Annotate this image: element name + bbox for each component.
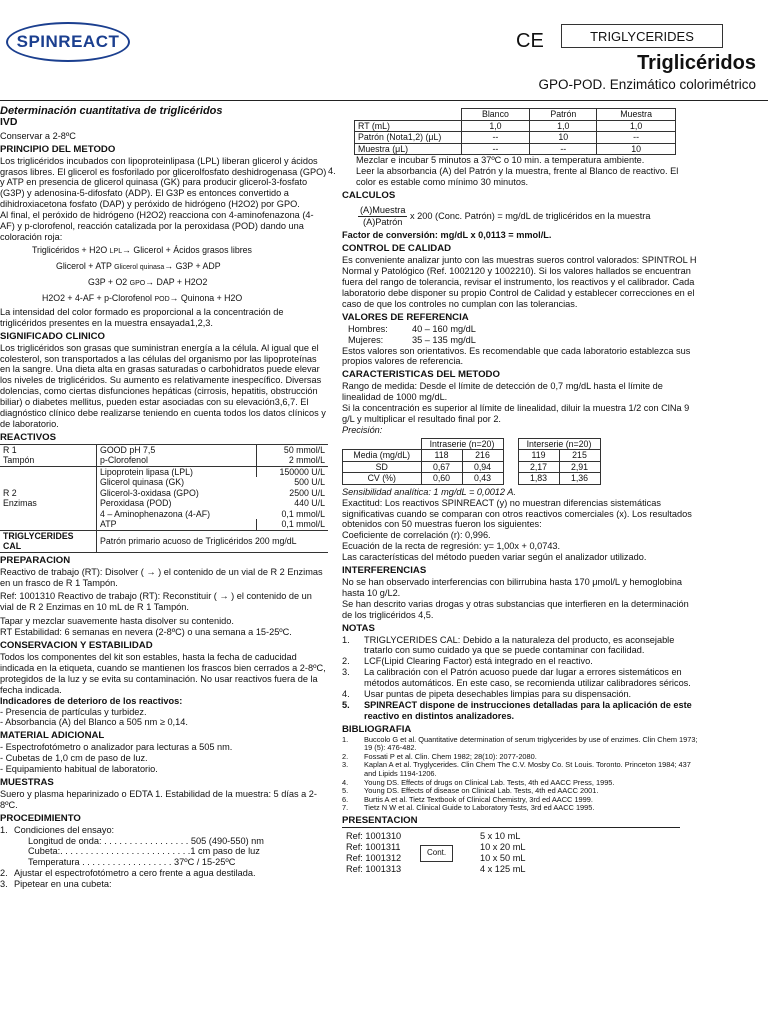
list-item: 3. Kaplan A et al. Tryglycerides. Clin Chem The C.V. Mosby Co. St Louis. Toronto. Princeton 1984; 437 and Lipids 1194-1206. xyxy=(342,760,691,779)
right-column xyxy=(328,108,698,879)
table-row: Muestra (μL) -- -- 10 xyxy=(355,143,676,155)
document-title: Triglicéridos xyxy=(637,52,756,74)
precision-label: Precisión: xyxy=(342,424,383,435)
reaction-3: G3P + O2 GPO→ DAP + H2O2 xyxy=(88,276,208,287)
principio-text-2: Al final, el peróxido de hidrógeno (H2O2) reacciona con 4-aminofenazona (4-AF) y p-clorofenol, reacción catalizada por la peroxidasa (POD) dando una coloración roja: xyxy=(0,210,314,242)
pipetting-table xyxy=(354,108,676,155)
principio-heading: PRINCIPIO DEL METODO xyxy=(0,143,116,155)
conversion-factor: Factor de conversión: mg/dL x 0,0113 = mmol/L. xyxy=(342,230,552,241)
valores-hombres: Hombres: 40 – 160 mg/dL xyxy=(348,323,476,334)
material-item-1: - Espectrofotómetro o analizador para lecturas a 505 nm. xyxy=(0,742,233,753)
proc-item-2: Longitud de onda: . . . . . . . . . . . . . . . . . 505 (490-550) nm xyxy=(28,835,264,846)
reaction-2: Glicerol + ATP Glicerol quinasa→ G3P + ADP xyxy=(56,260,221,271)
muestras-heading: MUESTRAS xyxy=(0,776,54,788)
table-row: 4 – Aminophenazona (4-AF) 0,1 mmol/L xyxy=(0,509,328,520)
presentacion-refs xyxy=(346,831,426,875)
table-row: Interserie (n=20) xyxy=(518,438,600,450)
list-item: 6. Burtis A et al. Tietz Textbook of Clinical Chemistry, 3rd ed AACC 1999. xyxy=(342,794,593,804)
valores-heading: VALORES DE REFERENCIA xyxy=(342,311,469,323)
table-row: Media (mg/dL) 118 216 xyxy=(343,450,504,462)
interferencias-heading: INTERFERENCIAS xyxy=(342,565,427,577)
interserie-table xyxy=(518,438,601,485)
table-row: Glicerol quinasa (GK) 500 U/L xyxy=(0,477,328,488)
cont-box: Cont. xyxy=(420,845,453,862)
ivd-label: IVD xyxy=(0,115,18,128)
preparacion-text-1: Reactivo de trabajo (RT): Disolver ( → ) el contenido de un vial de R 2 Enzimas en un frasco de R 1 Tampón. xyxy=(0,566,323,588)
proc-cont-1: Mezclar e incubar 5 minutos a 37ºC o 10 min. a temperatura ambiente. xyxy=(356,155,645,165)
table-row: 1,83 1,36 xyxy=(518,473,600,485)
list-item: Ref: 1001311 xyxy=(346,841,401,852)
list-item: 5 x 10 mL xyxy=(480,830,521,841)
bibliografia-heading: BIBLIOGRAFIA xyxy=(342,723,412,735)
material-heading: MATERIAL ADICIONAL xyxy=(0,730,105,742)
presentacion-list xyxy=(342,831,698,879)
material-item-2: - Cubetas de 1,0 cm de paso de luz. xyxy=(0,753,148,764)
proc-item-1: 1. Condiciones del ensayo: xyxy=(0,824,115,835)
header-divider xyxy=(0,100,768,101)
nota-5: 5. SPINREACT dispone de instrucciones detalladas para la aplicación de este reactivo en distintos analizadores. xyxy=(342,699,692,721)
list-item: 2. Fossati P et al. Clin. Chem 1982; 28(10): 2077-2080. xyxy=(342,751,537,761)
intro-title: Determinación cuantitativa de triglicéridos xyxy=(0,105,223,117)
reactivos-table xyxy=(0,444,328,553)
table-row: ATP 0,1 mmol/L xyxy=(0,519,328,530)
interferencias-text-1: No se han observado interferencias con bilirrubina hasta 170 μmol/L y hemoglobina hasta 10 g/L2. xyxy=(342,577,682,598)
calculos-heading: CALCULOS xyxy=(342,189,396,201)
reaction-1: Triglicéridos + H2O LPL→ Glicerol + Ácidos grasos libres xyxy=(32,244,252,255)
deterioro-item-2: - Absorbancia (A) del Blanco a 505 nm ≥ 0,14. xyxy=(0,717,188,728)
reaction-list xyxy=(0,243,328,307)
significado-heading: SIGNIFICADO CLINICO xyxy=(0,330,105,342)
table-row: Blanco Patrón Muestra xyxy=(355,109,676,121)
principio-text-1: Los triglicéridos incubados con lipoproteinlipasa (LPL) liberan glicerol y ácidos grasos libres. El glicerol es fosforilado por glicerolfosfato deshidrogenasa (GPO) y ATP en presencia de glicerol quinasa (GK) para producir glicerol-3-fosfato (G3P) y adenosina-5-difosfato (ADP). El G3P es entonces convertido a dihidroxiacetona fosfato (DAP) y peróxido de hidrógeno (H2O2) por GPO. xyxy=(0,155,327,210)
deterioro-item-1: - Presencia de partículas y turbidez. xyxy=(0,706,147,717)
regresion-text: Ecuación de la recta de regresión: y= 1,00x + 0,0743. xyxy=(342,541,561,552)
list-item: 1. Buccolo G et al. Quantitative determination of serum triglycerides by use of enzimes. Clin Chem 1973; 19 (5): 476-482. xyxy=(342,734,698,753)
reactivos-heading: REACTIVOS xyxy=(0,431,56,443)
document-subtitle: GPO-POD. Enzimático colorimétrico xyxy=(538,77,756,92)
table-row: CV (%) 0,60 0,43 xyxy=(343,473,504,485)
preparacion-heading: PREPARACION xyxy=(0,554,71,566)
proc-item-6: 3. Pipetear en una cubeta: xyxy=(0,879,112,890)
list-item: Ref: 1001313 xyxy=(346,863,402,874)
proc-cont-2: 4. Leer la absorbancia (A) del Patrón y la muestra, frente al Blanco de reactivo. El color es estable como mínimo 30 minutos. xyxy=(328,165,679,187)
bibliografia-list xyxy=(342,736,698,813)
deterioro-heading: Indicadores de deterioro de los reactivos: xyxy=(0,695,183,706)
nota-4: 4. Usar puntas de pipeta desechables limpias para su dispensación. xyxy=(342,689,632,700)
list-item: 4 x 125 mL xyxy=(480,863,526,874)
control-text: Es conveniente analizar junto con las muestras sueros control valorados: SPINTROL H Normal y Patológico (Ref. 1002120 y 1002210). Si los valores hallados se encuentran fuera del rango de tolerancia, revisar el instrumento, los reactivos y el calibrador. Cada laboratorio debe disponer su propio Control de Calidad y establecer correcciones en el caso de que los controles no cumplan con las tolerancias. xyxy=(342,255,697,309)
list-item: 10 x 20 mL xyxy=(480,841,526,852)
table-row: Patrón (Nota1,2) (μL) -- 10 -- xyxy=(355,132,676,144)
proc-item-4: Temperatura . . . . . . . . . . . . . . . . . . 37ºC / 15-25ºC xyxy=(28,857,236,868)
list-item: 7. Tietz N W et al. Clinical Guide to Laboratory Tests, 3rd ed AACC 1995. xyxy=(342,803,595,813)
precision-tables xyxy=(342,438,698,485)
material-item-3: - Equipamiento habitual de laboratorio. xyxy=(0,764,158,775)
table-row: TRIGLYCERIDES CAL Patrón primario acuoso de Triglicéridos 200 mg/dL xyxy=(0,530,328,552)
table-row: Peroxidasa (POD) 440 U/L xyxy=(0,498,328,509)
nota-2: 2. LCF(Lipid Clearing Factor) está integrado en el reactivo. xyxy=(342,656,593,667)
caract-heading: CARACTERISTICAS DEL METODO xyxy=(342,369,500,381)
presentacion-qty xyxy=(480,831,560,875)
control-heading: CONTROL DE CALIDAD xyxy=(342,243,452,255)
table-row: 119 215 xyxy=(518,450,600,462)
product-name-box: TRIGLYCERIDES xyxy=(561,24,723,48)
nota-1: 1. TRIGLYCERIDES CAL: Debido a la naturaleza del producto, es aconsejable tratarlo con sumo cuidado ya que se puede contaminar con facilidad. xyxy=(342,634,675,656)
exactitud-text: Exactitud: Los reactivos SPINREACT (y) no muestran diferencias sistemáticas significativas cuando se comparan con otros reactivos comerciales (x). Los resultados obtenidos con 50 muestras fueron los siguientes: xyxy=(342,497,692,530)
caract-text-3: Las características del método pueden variar según el analizador utilizado. xyxy=(342,552,647,563)
intraserie-table xyxy=(342,438,504,485)
calc-fraction: $\frac{\text{(A)Muestra}}{\text{(A)Patrón}}$ xyxy=(360,204,406,227)
list-item: 4. Young DS. Effects of drugs on Clinical Lab. Tests, 4th ed AACC Press, 1995. xyxy=(342,777,615,787)
presentacion-heading: PRESENTACION xyxy=(342,816,680,828)
left-column xyxy=(0,106,328,890)
proc-item-5: 2. Ajustar el espectrofotómetro a cero frente a agua destilada. xyxy=(0,868,256,879)
nota-3: 3. La calibración con el Patrón acuoso puede dar lugar a errores sistemáticos en métodos automáticos. En este caso, se recomienda utilizar calibradores séricos. xyxy=(342,667,691,689)
list-item: Ref: 1001312 xyxy=(346,852,402,863)
preparacion-text-3: Tapar y mezclar suavemente hasta disolver su contenido. xyxy=(0,616,234,627)
storage-text: Conservar a 2-8ºC xyxy=(0,130,76,141)
table-row: p-Clorofenol 2 mmol/L xyxy=(0,455,328,466)
reaction-4: H2O2 + 4-AF + p-Clorofenol POD→ Quinona + H2O xyxy=(42,292,243,303)
significado-text: Los triglicéridos son grasas que suministran energía a la célula. Al igual que el colesterol, son transportados a las células del organismo por las lipoproteínas en la sangre. Una dieta alta en grasas saturadas o carbohidratos puede elevar los niveles de triglicéridos. Su aumento es relativamente inespecífico. Diversas dolencias, como ciertas disfunciones hepáticas (cirrosis, hepatitis, obstrucción biliar) o diabetes mellitus, pueden estar asociadas con su elevación3,6,7. El diagnóstico clínico debe realizarse teniendo en cuenta todos los datos clínicos y de laboratorio. xyxy=(0,342,326,429)
procedimiento-heading: PROCEDIMIENTO xyxy=(0,812,81,824)
notas-heading: NOTAS xyxy=(342,622,375,634)
table-row: Intraserie (n=20) xyxy=(343,438,504,450)
preparacion-text-4: RT Estabilidad: 6 semanas en nevera (2-8ºC) o una semana a 15-25ºC. xyxy=(0,627,292,638)
table-row: 2,17 2,91 xyxy=(518,461,600,473)
list-item: Ref: 1001310 xyxy=(346,830,402,841)
table-row: SD 0,67 0,94 xyxy=(343,461,504,473)
table-row: Glicerol-3-oxidasa (GPO) 2500 U/L xyxy=(0,488,328,499)
preparacion-text-2: Ref: 1001310 Reactivo de trabajo (RT): Reconstituir ( → ) el contenido de un vial de R 2 Enzimas en 10 mL de R 1 Tampón. xyxy=(0,591,312,613)
sensibilidad-text: Sensibilidad analítica: 1 mg/dL = 0,0012 A. xyxy=(342,486,516,497)
caract-text-1: Rango de medida: Desde el límite de detección de 0,7 mg/dL hasta el límite de linealidad de 1000 mg/dL. xyxy=(342,381,663,403)
list-item: 10 x 50 mL xyxy=(480,852,526,863)
conservacion-text: Todos los componentes del kit son estables, hasta la fecha de caducidad indicada en la etiqueta, cuando se mantienen los frascos bien cerrados a 2-8ºC, protegidos de la luz y se evita su contaminación. No usar reactivos fuera de la fecha indicada. xyxy=(0,652,326,695)
muestras-text: Suero y plasma heparinizado o EDTA 1. Estabilidad de la muestra: 5 días a 2-8ºC. xyxy=(0,788,317,810)
table-row: R 2 Enzimas Lipoprotein lipasa (LPL) 150000 U/L xyxy=(0,466,328,477)
conservacion-heading: CONSERVACION Y ESTABILIDAD xyxy=(0,640,153,652)
caract-text-2: Si la concentración es superior al límite de linealidad, diluir la muestra 1/2 con ClNa 9 g/L y multiplicar el resultado final por 2. xyxy=(342,403,690,424)
table-row: RT (mL) 1,0 1,0 1,0 xyxy=(355,120,676,132)
interferencias-text-2: Se han descrito varias drogas y otras substancias que interfieren en la determinación de los triglicéridos 4,5. xyxy=(342,598,689,620)
ce-mark: CE xyxy=(516,30,544,52)
spinreact-logo: SPINREACT xyxy=(6,22,130,62)
valores-text: Estos valores son orientativos. Es recomendable que cada laboratorio establezca sus propios valores de referencia. xyxy=(342,345,691,367)
table-row: R 1 Tampón GOOD pH 7,5 50 mmol/L xyxy=(0,444,328,455)
correlacion-text: Coeficiente de correlación (r): 0,996. xyxy=(342,530,491,541)
proc-item-3: Cubeta:. . . . . . . . . . . . . . . . . . . . . . . . . .1 cm paso de luz xyxy=(28,846,260,857)
list-item: 5. Young DS. Effects of disease on Clinical Lab. Tests, 4th ed AACC 2001. xyxy=(342,786,599,796)
principio-text-3: La intensidad del color formado es proporcional a la concentración de triglicéridos presentes en la muestra ensayada1,2,3. xyxy=(0,306,284,328)
calc-formula: $\frac{\text{(A)Muestra}}{\text{(A)Patrón}}$ x 200 (Conc. Patrón) = mg/dL de triglicéridos en la muestra xyxy=(360,204,651,227)
valores-mujeres: Mujeres: 35 – 135 mg/dL xyxy=(348,334,476,345)
